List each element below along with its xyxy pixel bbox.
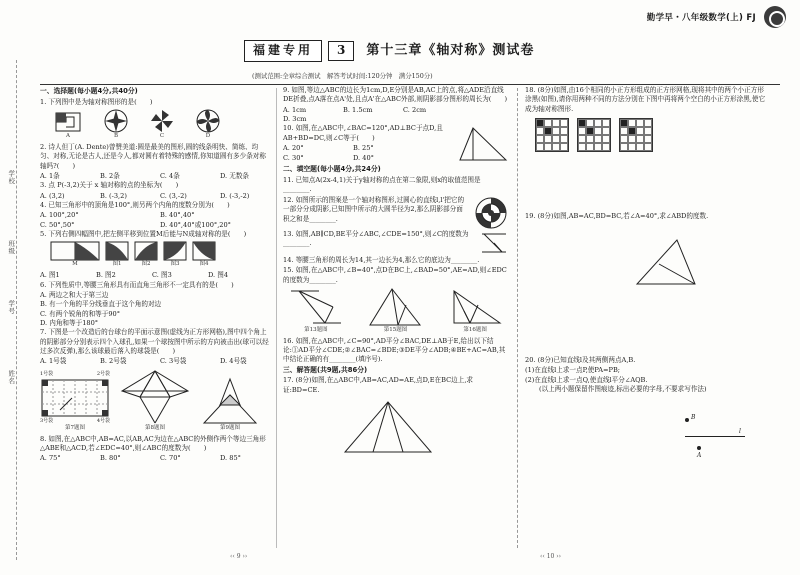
fig-q16 xyxy=(448,287,502,335)
pinwheel-icon xyxy=(150,109,174,133)
q13-block xyxy=(283,230,508,256)
q3-option-a: A. (3,2) xyxy=(40,191,65,200)
line-l xyxy=(685,436,745,437)
point-b xyxy=(685,418,689,422)
label-b: B xyxy=(691,414,696,422)
q5-option-d: D. 图4 xyxy=(208,271,229,280)
fig-q9 xyxy=(200,375,260,433)
q2-option-b: B. 2条 xyxy=(100,171,120,180)
pocket-2: 2号袋 xyxy=(96,370,110,377)
question-6: 6. 下列性质中,等腰三角形具有而直角三角形不一定具有的是( ) xyxy=(40,280,234,289)
quarter-shape-icon xyxy=(192,241,216,261)
question-2: 2. 诗人但丁(A. Dente)曾赞美道:圆是最美的图形,圆的线条明快、简练、均匀、对称,无论是古人,还是今人,都对圆有着特殊的感情,你知道圆有多少条对称轴吗?( ) xyxy=(40,142,266,170)
series-label: 福建专用 xyxy=(244,40,322,61)
question-10: 10. 如图,在△ABC中,∠BAC=120°,AD⊥BC于点D,且AB+BD=DC,则∠C等于( ) xyxy=(283,124,443,142)
header-rule xyxy=(40,84,780,85)
q9-option-d: D. 3cm xyxy=(283,115,307,124)
q7-option-b: B. 2号袋 xyxy=(100,357,127,366)
q3-options xyxy=(40,192,270,201)
q9-options xyxy=(283,106,508,125)
q9-option-b: B. 1.5cm xyxy=(343,105,373,114)
point-a xyxy=(697,446,701,450)
q8-option-d: D. 85° xyxy=(220,454,241,463)
q5-figure-4: 图4 xyxy=(192,241,216,269)
question-13: 13. 如图,AB∥CD,BE平分∠ABC,∠CDE=150°,则∠C的度数为________. xyxy=(283,229,469,248)
q19-triangle-icon xyxy=(635,238,705,288)
q13-diagram-icon xyxy=(289,287,343,327)
label-a: A xyxy=(697,452,702,460)
q6-option-c: C. 有两个锐角的和等于90° xyxy=(40,309,121,318)
pocket-labels-bottom xyxy=(40,418,110,425)
grid-given xyxy=(535,118,569,152)
q20-figure xyxy=(525,414,770,464)
paper-title: 第十三章《轴对称》测试卷 xyxy=(366,42,535,58)
q7-option-c: C. 3号袋 xyxy=(160,357,187,366)
paper-meta: (测试范围:全章综合测试 解答考试时间:120分钟 满分150分) xyxy=(252,72,433,80)
q16-diagram-icon xyxy=(448,287,502,327)
q7-q9-figures xyxy=(40,369,270,433)
q5-figure-1: 图1 xyxy=(105,241,129,269)
flower-icon xyxy=(104,109,128,133)
q5-figure-2: 图2 xyxy=(134,241,158,269)
question-11: 11. 已知点A(2x-4,1)关于y轴对称的点在第二象限,则x的取值范围是________. xyxy=(283,176,481,194)
q8-option-c: C. 70° xyxy=(160,454,181,463)
q4-option-d: D. 40°,40°或100°,20° xyxy=(160,220,231,229)
q2-option-a: A. 1条 xyxy=(40,171,60,180)
q3-option-c: C. (3,-2) xyxy=(160,191,187,200)
q8-option-a: A. 75° xyxy=(40,454,61,463)
mirror-shapes-icon xyxy=(50,241,100,261)
question-20: 20. (8分)已知直线l及其两侧两点A,B. xyxy=(525,355,636,364)
q5-figures xyxy=(50,241,270,269)
grid-answer-2 xyxy=(619,118,653,152)
quarter-shape-icon xyxy=(163,241,187,261)
question-5: 5. 下列右侧四幅图中,把左侧平移到位置M后能与N成轴对称的是( ) xyxy=(40,230,247,239)
pocket-labels-top xyxy=(40,371,110,378)
question-1: 1. 下列图中是为轴对称图形的是( ) xyxy=(40,97,153,106)
q6-option-b: B. 有一个角的平分线垂直于这个角的对边 xyxy=(40,300,162,309)
column-1 xyxy=(40,86,270,464)
q2-option-c: C. 4条 xyxy=(160,171,180,180)
section-choice: 一、选择题(每小题4分,共40分) xyxy=(40,87,138,95)
question-18: 18. (8分)如图,由16个相同的小正方形组成的正方形网格,现将其中的两个小正方形涂黑(如图),请你用两种不同的方法分别在下图中再将两个空白的小正方形涂黑,使它成为轴对称图形. xyxy=(525,86,766,113)
page-number-left: ‹‹ 9 ›› xyxy=(230,553,248,560)
fig-q8 xyxy=(120,369,190,433)
binding-label-class: 班级 xyxy=(7,240,16,255)
q20-part-2: (2)在直线l上求一点Q,使直线l平分∠AQB. xyxy=(525,375,648,384)
pocket-1: 1号袋 xyxy=(40,370,54,377)
q1-figure-a: A xyxy=(54,111,82,141)
parallel-lines-icon xyxy=(480,230,508,256)
title-row xyxy=(244,40,534,62)
question-4: 4. 已知三角形中的顶角是100°,则另两个内角的度数分别为( ) xyxy=(40,200,230,209)
binding-line xyxy=(16,60,17,560)
question-8: 8. 如图,在△ABC中,AB=AC,以AB,AC为边在△ABC的外侧作两个等边三角形△ABE和△ACD,若∠EDC=40°,则∠ABC的度数为( ) xyxy=(40,434,266,452)
binding-label-name: 姓名 xyxy=(7,370,16,385)
q12-block xyxy=(283,196,508,230)
fig-q7 xyxy=(40,371,110,433)
q10-text-block xyxy=(283,124,452,164)
q5-figure-mn: M xyxy=(50,241,100,269)
section-fill: 二、填空题(每小题4分,共24分) xyxy=(283,165,381,174)
q19-space xyxy=(525,292,770,356)
paper-number: 3 xyxy=(328,41,354,60)
triangle-diagram-icon xyxy=(120,369,190,425)
fig-q7-caption: 第7题图 xyxy=(65,424,85,431)
grid-answer-1 xyxy=(577,118,611,152)
q10-option-d: D. 40° xyxy=(353,153,374,162)
target-circles-icon xyxy=(474,196,508,230)
section-solve: 三、解答题(共9题,共86分) xyxy=(283,365,368,374)
q10-options xyxy=(283,144,452,163)
fig-q15 xyxy=(368,287,422,335)
q9-option-c: C. 2cm xyxy=(403,105,427,114)
q10-option-c: C. 30° xyxy=(283,153,304,162)
page-left-value: 9 xyxy=(236,553,241,560)
column-3 xyxy=(525,86,770,464)
q5-option-c: C. 图3 xyxy=(152,271,172,280)
q1-figure-b: B xyxy=(104,109,128,141)
question-14: 14. 等腰三角形的周长为14,其一边长为4,那么它的底边为________. xyxy=(283,255,480,264)
label-l: l xyxy=(739,428,741,436)
q7-options xyxy=(40,357,270,366)
column-2 xyxy=(283,86,508,459)
q7-option-d: D. 4号袋 xyxy=(220,357,247,366)
q4-option-a: A. 100°,20° xyxy=(40,211,79,220)
q6-option-a: A. 两边之和大于第三边 xyxy=(40,290,109,299)
symbol-shape-a-icon xyxy=(54,111,82,133)
q18-grids xyxy=(535,118,770,152)
q4-option-c: C. 50°,50° xyxy=(40,220,75,229)
q8-option-b: B. 80° xyxy=(100,454,121,463)
q4-options xyxy=(40,211,270,230)
brand-title: 勤学早・八年级数学(上) FJ xyxy=(646,13,756,23)
fig-q8-caption: 第8题图 xyxy=(145,424,165,431)
fig-q15-caption: 第15题图 xyxy=(383,326,408,333)
q17-triangle-icon xyxy=(343,400,433,456)
pocket-3: 3号袋 xyxy=(40,417,54,424)
page-right-value: 10 xyxy=(546,553,555,560)
q5-options xyxy=(40,271,270,280)
fig-q13 xyxy=(289,287,343,335)
quarter-shape-icon xyxy=(105,241,129,261)
folded-triangle-icon xyxy=(200,375,260,425)
q8-options xyxy=(40,454,270,463)
fan-icon xyxy=(196,109,220,133)
q10-triangle-icon xyxy=(458,124,508,164)
binding-label-id: 学号 xyxy=(7,300,16,315)
q18-space xyxy=(525,156,770,212)
q5-option-a: A. 图1 xyxy=(40,271,60,280)
q20-note: (以上两小题保留作图痕迹,标出必要的字母,不要求写作法) xyxy=(539,384,707,393)
q9-option-a: A. 1cm xyxy=(283,105,307,114)
fig-q9-caption: 第9题图 xyxy=(220,424,240,431)
q7-option-a: A. 1号袋 xyxy=(40,357,67,366)
q2-option-d: D. 无数条 xyxy=(220,171,250,180)
q5-figure-3: 图3 xyxy=(163,241,187,269)
q15-diagram-icon xyxy=(368,287,422,327)
q13-q16-figures xyxy=(283,287,508,335)
q2-options xyxy=(40,172,270,181)
q1-figure-d: D xyxy=(196,109,220,141)
q10-option-b: B. 25° xyxy=(353,144,374,153)
q6-option-d: D. 内角和等于180° xyxy=(40,318,99,327)
q3-option-b: B. (-3,2) xyxy=(100,191,127,200)
question-19: 19. (8分)如图,AB=AC,BD=BC,若∠A=40°,求∠ABD的度数. xyxy=(525,212,709,221)
question-7: 7. 下图是一个改造后的台球台的平面示意图(虚线为正方形网格),图中四个角上的阴影部分分别表示四个入球孔,如果一个球按图中所示的方向被击出(球可以经过多次反弹),那么该球最后落入的球袋是( ) xyxy=(40,328,269,356)
fig-q13-caption: 第13题图 xyxy=(304,326,328,333)
binding-label-school: 学校 xyxy=(7,170,16,185)
q4-option-b: B. 40°,40° xyxy=(160,211,195,220)
column-divider xyxy=(276,88,277,548)
q1-figures xyxy=(54,109,270,141)
brand-logo-icon xyxy=(764,6,786,28)
quarter-shape-icon xyxy=(134,241,158,261)
q10-block xyxy=(283,124,508,164)
question-3: 3. 点 P(-3,2)关于 x 轴对称的点的坐标为( ) xyxy=(40,181,179,190)
q10-option-a: A. 20° xyxy=(283,144,304,153)
question-17: 17. (8分)如图,在△ABC中,AB=AC,AD=AE,点D,E在BC边上,求证:BD=CE. xyxy=(283,376,474,394)
q5-option-b: B. 图2 xyxy=(96,271,116,280)
pocket-4: 4号袋 xyxy=(96,417,110,424)
q20-part-1: (1)在直线l上求一点P,使PA=PB; xyxy=(525,366,621,375)
question-9: 9. 如图,等边△ABC的边长为1cm,D,E分别是AB,AC上的点,将△ADE沿直线DE折叠,点A落在点A'处,且点A'在△ABC外部,则阴影部分图形的周长为( ) xyxy=(283,86,508,104)
billiard-table-icon xyxy=(40,378,110,418)
q1-figure-c: C xyxy=(150,109,174,141)
question-12: 12. 如图所示的图案是一个轴对称图形,过圆心的直线l,l'把它的一部分分成阴影,已知图中所示的大圆半径为2,那么阴影部分面积之和是________. xyxy=(283,195,465,223)
question-15: 15. 如图,在△ABC中,∠B=40°,点D在BC上,∠BAD=50°,AE=AD,则∠EDC的度数为________. xyxy=(283,266,507,284)
q3-option-d: D. (-3,-2) xyxy=(220,191,250,200)
page-number-right: ‹‹ 10 ›› xyxy=(540,553,562,560)
page-fold xyxy=(517,88,518,548)
question-16: 16. 如图,在△ABC中,∠C=90°,AD平分∠BAC,DE⊥AB于E,给出以下结论:①AD平分∠CDE;②∠BAC=∠BDE;③DE平分∠ADB;④BE+AC=AB,其中结论正确的有________(填序号). xyxy=(283,336,506,364)
fig-q16-caption: 第16题图 xyxy=(463,326,487,333)
